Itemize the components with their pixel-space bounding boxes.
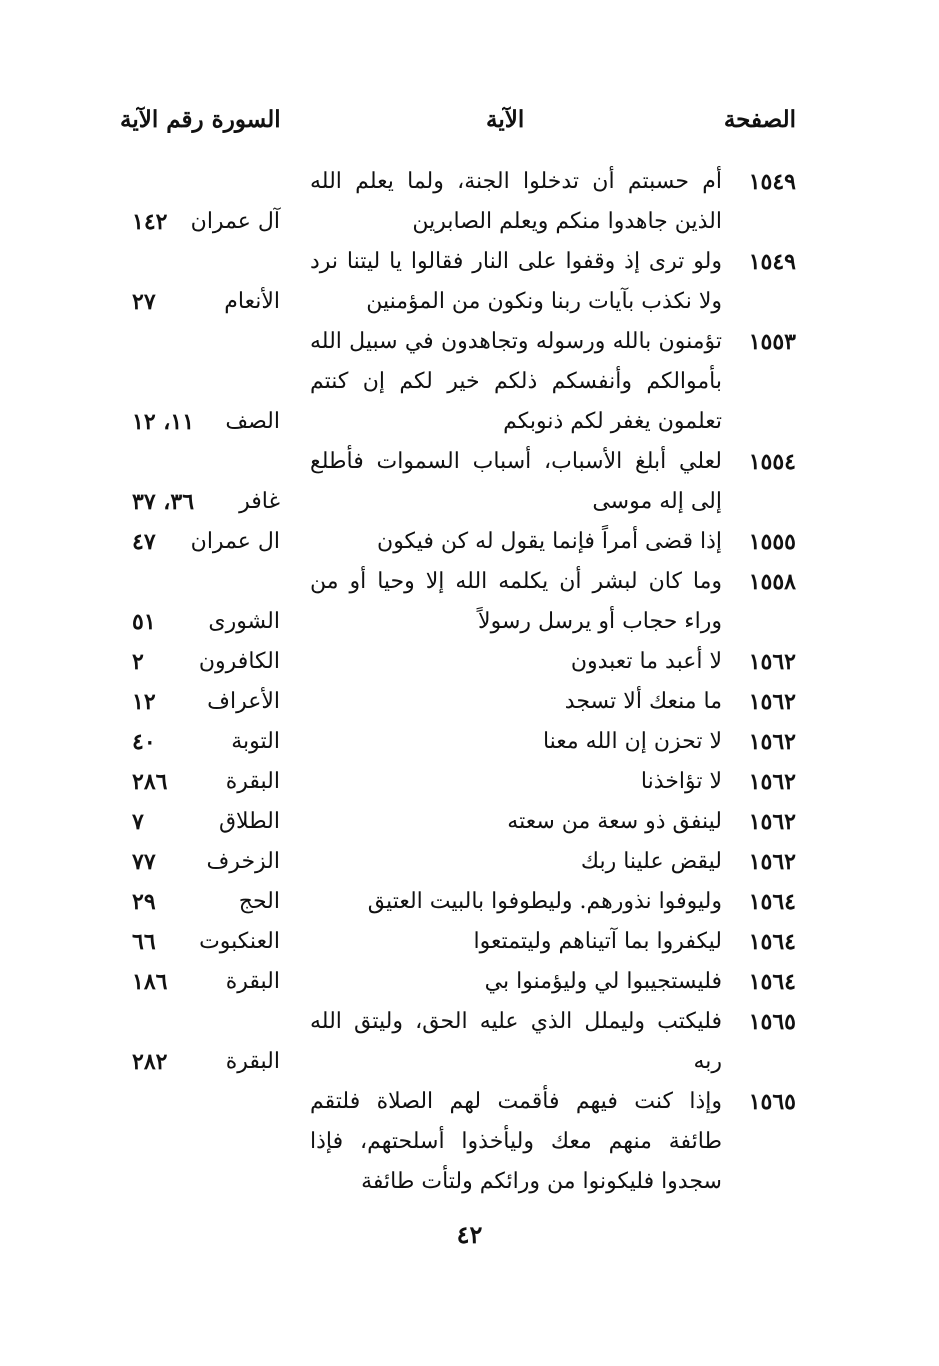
header-page-column: الصفحة: [723, 106, 796, 133]
verse-text: لينفق ذو سعة من سعته: [507, 809, 722, 834]
page-reference: ١٥٥٣: [748, 329, 796, 355]
verse-number: ٢: [132, 649, 144, 675]
surah-name: الحج: [238, 889, 280, 914]
table-header: [0, 106, 939, 146]
entry-line: [0, 522, 939, 562]
page-reference: ١٥٦٢: [748, 809, 796, 835]
verse-number: ٢٩: [132, 889, 156, 915]
surah-name: البقرة: [225, 769, 280, 794]
index-entry: [0, 1082, 939, 1202]
verse-text: طائفة منهم معك وليأخذوا أسلحتهم، فإذا: [310, 1129, 722, 1154]
entry-line: [0, 642, 939, 682]
page-reference: ١٥٦٤: [748, 889, 796, 915]
verse-text: وليوفوا نذورهم. وليطوفوا بالبيت العتيق: [367, 889, 722, 914]
index-entry: [0, 842, 939, 882]
entry-line: [0, 242, 939, 282]
index-entry: [0, 722, 939, 762]
entry-line: [0, 482, 939, 522]
verse-number: ٦٦: [132, 929, 156, 955]
surah-name: البقرة: [225, 969, 280, 994]
verse-number: ١٢: [132, 689, 156, 715]
entry-line: [0, 882, 939, 922]
page-reference: ١٥٤٩: [748, 249, 796, 275]
header-verse-column: الآية: [486, 106, 525, 133]
page-reference: ١٥٦٤: [748, 969, 796, 995]
page-reference: ١٥٦٢: [748, 729, 796, 755]
index-entry: [0, 162, 939, 242]
verse-text: أم حسبتم أن تدخلوا الجنة، ولما يعلم الله: [310, 169, 722, 194]
entry-line: [0, 842, 939, 882]
page-reference: ١٥٦٢: [748, 649, 796, 675]
entry-line: [0, 602, 939, 642]
surah-name: آل عمران: [190, 209, 280, 234]
index-entry: [0, 922, 939, 962]
verse-text: بأموالكم وأنفسكم ذلكم خير لكم إن كنتم: [310, 369, 722, 394]
page-number: ٤٢: [456, 1220, 483, 1249]
verse-text: وراء حجاب أو يرسل رسولاً: [478, 609, 722, 634]
entry-line: [0, 162, 939, 202]
verse-number: ٣٦، ٣٧: [132, 489, 195, 515]
verse-number: ٢٨٦: [132, 769, 168, 795]
entry-line: [0, 402, 939, 442]
surah-name: الصف: [225, 409, 280, 434]
entry-line: [0, 962, 939, 1002]
entry-line: [0, 202, 939, 242]
page-reference: ١٥٥٨: [748, 569, 796, 595]
page-reference: ١٥٦٤: [748, 929, 796, 955]
verse-text: لا تؤاخذنا: [640, 769, 722, 794]
entry-line: [0, 762, 939, 802]
surah-name: الأعراف: [207, 689, 280, 714]
page-reference: ١٥٥٤: [748, 449, 796, 475]
index-entry: [0, 682, 939, 722]
verse-number: ١٤٢: [132, 209, 168, 235]
entry-line: [0, 322, 939, 362]
index-entry: [0, 242, 939, 322]
page-reference: ١٥٦٢: [748, 769, 796, 795]
page-reference: ١٥٥٥: [748, 529, 796, 555]
entry-line: [0, 1002, 939, 1042]
surah-name: الكافرون: [198, 649, 280, 674]
surah-name: العنكبوت: [199, 929, 280, 954]
verse-text: تؤمنون بالله ورسوله وتجاهدون في سبيل الله: [310, 329, 722, 354]
page-reference: ١٥٦٥: [748, 1009, 796, 1035]
entry-line: [0, 282, 939, 322]
surah-name: الشورى: [208, 609, 280, 634]
verse-text: ما منعك ألا تسجد: [564, 689, 722, 714]
surah-name: الزخرف: [206, 849, 280, 874]
surah-name: غافر: [239, 489, 280, 514]
page-reference: ١٥٦٢: [748, 849, 796, 875]
verse-text: إذا قضى أمراً فإنما يقول له كن فيكون: [377, 529, 722, 554]
verse-text: ليكفروا بما آتيناهم وليتمتعوا: [473, 929, 722, 954]
index-entry: [0, 442, 939, 522]
verse-number: ٧: [132, 809, 144, 835]
entry-line: [0, 362, 939, 402]
surah-name: الطلاق: [218, 809, 280, 834]
surah-name: البقرة: [225, 1049, 280, 1074]
verse-text: ربه: [693, 1049, 722, 1074]
verse-number: ٢٨٢: [132, 1049, 168, 1075]
verse-text: وما كان لبشر أن يكلمه الله إلا وحيا أو من: [310, 569, 722, 594]
index-entry: [0, 562, 939, 642]
entry-line: [0, 1162, 939, 1202]
page-reference: ١٥٤٩: [748, 169, 796, 195]
page-reference: ١٥٦٥: [748, 1089, 796, 1115]
verse-text: وإذا كنت فيهم فأقمت لهم الصلاة فلتقم: [310, 1089, 722, 1114]
entry-line: [0, 1042, 939, 1082]
verse-number: ٧٧: [132, 849, 156, 875]
verse-text: تعلمون يغفر لكم ذنوبكم: [503, 409, 722, 434]
index-entry: [0, 1002, 939, 1082]
verse-number: ٢٧: [132, 289, 156, 315]
verse-text: سجدوا فليكونوا من ورائكم ولتأت طائفة: [361, 1169, 722, 1194]
entry-line: [0, 1082, 939, 1122]
verse-number: ٤٠: [132, 729, 156, 755]
index-entry: [0, 642, 939, 682]
index-entry: [0, 322, 939, 442]
verse-text: لعلي أبلغ الأسباب، أسباب السموات فأطلع: [310, 449, 722, 474]
page-reference: ١٥٦٢: [748, 689, 796, 715]
verse-number: ٤٧: [132, 529, 156, 555]
index-entry: [0, 962, 939, 1002]
index-entry: [0, 762, 939, 802]
verse-text: لا تحزن إن الله معنا: [542, 729, 722, 754]
verse-text: فليستجيبوا لي وليؤمنوا بي: [484, 969, 722, 994]
verse-number: ١٨٦: [132, 969, 168, 995]
verse-number: ٥١: [132, 609, 156, 635]
index-entry: [0, 522, 939, 562]
surah-name: التوبة: [231, 729, 280, 754]
surah-name: الأنعام: [224, 289, 280, 314]
verse-text: ولو ترى إذ وقفوا على النار فقالوا يا ليتنا نرد: [310, 249, 722, 274]
index-entry: [0, 882, 939, 922]
index-entry: [0, 802, 939, 842]
entry-line: [0, 922, 939, 962]
verse-text: إلى إله موسى: [592, 489, 722, 514]
verse-text: ليقض علينا ربك: [580, 849, 722, 874]
entry-line: [0, 1122, 939, 1162]
header-surah-column: السورة رقم الآية: [120, 106, 281, 133]
verse-number: ١١، ١٢: [132, 409, 195, 435]
entry-line: [0, 682, 939, 722]
entry-line: [0, 722, 939, 762]
entry-line: [0, 562, 939, 602]
verse-text: فليكتب وليملل الذي عليه الحق، وليتق الله: [310, 1009, 722, 1034]
verse-index-list: [0, 162, 939, 1202]
surah-name: ال عمران: [190, 529, 280, 554]
entry-line: [0, 442, 939, 482]
verse-text: لا أعبد ما تعبدون: [570, 649, 722, 674]
verse-text: ولا نكذب بآيات ربنا ونكون من المؤمنين: [366, 289, 722, 314]
entry-line: [0, 802, 939, 842]
verse-text: الذين جاهدوا منكم ويعلم الصابرين: [412, 209, 722, 234]
